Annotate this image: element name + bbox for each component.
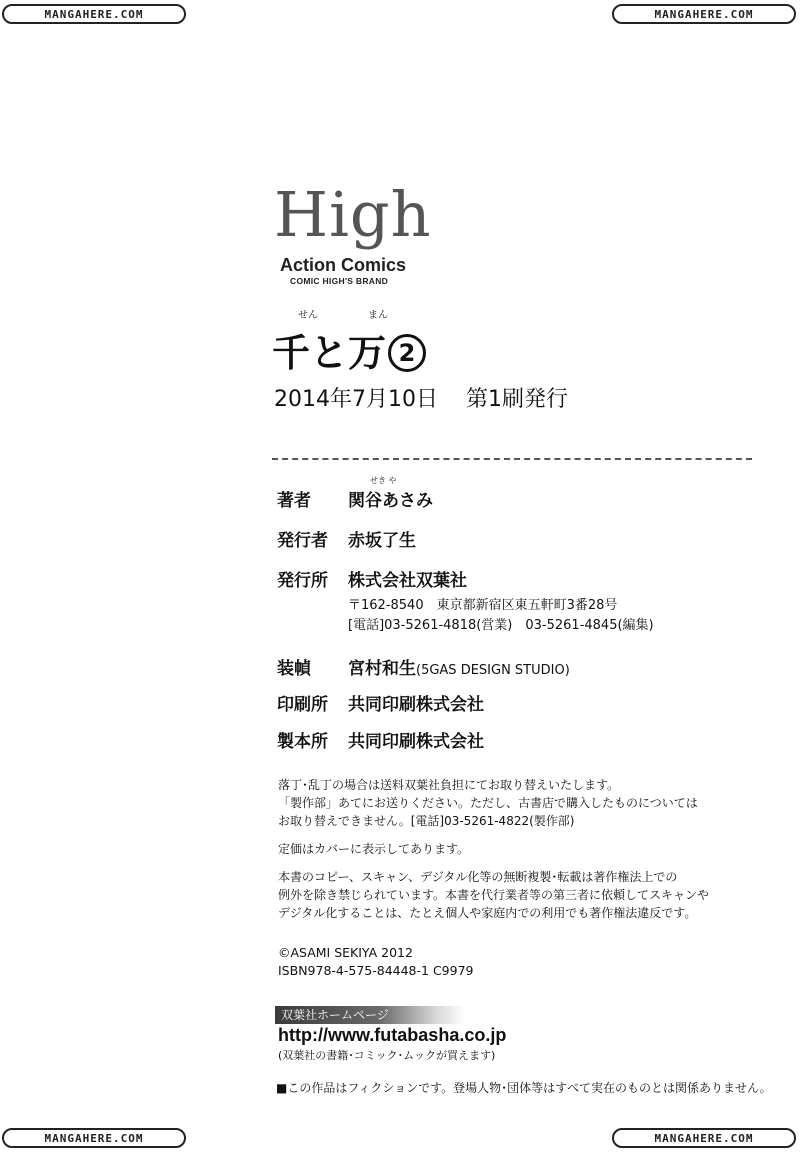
binder-name: 共同印刷株式会社 — [348, 732, 484, 752]
imprint-brand: COMIC HIGH'S BRAND — [290, 276, 389, 286]
publisher-person: 赤坂了生 — [348, 531, 416, 551]
note-line-6: 例外を除き禁じられています。本書を代行業者等の第三者に依頼してスキャンや — [278, 888, 710, 902]
publisher-name: 株式会社双葉社 — [348, 571, 467, 591]
watermark-top-right: MANGAHERE.COM — [612, 4, 796, 24]
printer-label: 印刷所 — [277, 695, 328, 715]
printer-name: 共同印刷株式会社 — [348, 695, 484, 715]
isbn-line: ISBN978-4-575-84448-1 C9979 — [278, 963, 474, 978]
publisher-person-label: 発行者 — [277, 531, 328, 551]
watermark-top-left: MANGAHERE.COM — [2, 4, 186, 24]
binder-label: 製本所 — [277, 732, 328, 752]
imprint-subtitle: Action Comics — [280, 255, 407, 275]
note-line-4: 定価はカバーに表示してあります。 — [278, 842, 470, 856]
note-line-1: 落丁･乱丁の場合は送料双葉社負担にてお取り替えいたします。 — [278, 778, 620, 792]
book-title — [272, 322, 426, 377]
book-title-text: 千と万 — [272, 331, 387, 375]
homepage-note: (双葉社の書籍･コミック･ムックが買えます) — [278, 1049, 496, 1062]
publisher-label: 発行所 — [277, 571, 328, 591]
homepage-url[interactable]: http://www.futabasha.co.jp — [278, 1025, 507, 1045]
publication-date — [274, 382, 568, 413]
note-line-5: 本書のコピー、スキャン、デジタル化等の無断複製･転載は著作権法上での — [278, 870, 678, 884]
note-line-3: お取り替えできません。[電話]03-5261-4822(製作部) — [278, 814, 575, 828]
publish-date: 2014年7月10日 — [274, 387, 438, 412]
watermark-bottom-left: MANGAHERE.COM — [2, 1128, 186, 1148]
watermark-bottom-right: MANGAHERE.COM — [612, 1128, 796, 1148]
designer-name: 宮村和生 — [348, 659, 416, 679]
design-credit — [348, 654, 570, 679]
design-label: 装幀 — [277, 659, 311, 679]
publisher-phone: [電話]03-5261-4818(営業) 03-5261-4845(編集) — [348, 618, 654, 633]
volume-number: 2 — [388, 334, 426, 372]
note-line-7: デジタル化することは、たとえ個人や家庭内での利用でも著作権法違反です。 — [278, 906, 697, 920]
title-ruby-man: まん — [368, 310, 388, 321]
title-ruby-sen: せん — [298, 310, 318, 321]
copyright-line: ©ASAMI SEKIYA 2012 — [278, 945, 413, 960]
note-line-2: 「製作部」あてにお送りください。ただし、古書店で購入したものについては — [278, 796, 698, 810]
homepage-banner: 双葉社ホームページ — [275, 1006, 465, 1024]
printing-edition: 第1刷発行 — [465, 387, 568, 412]
publisher-address: 〒162-8540 東京都新宿区東五軒町3番28号 — [348, 598, 618, 613]
fiction-notice: ■この作品はフィクションです。登場人物･団体等はすべて実在のものとは関係ありません。 — [276, 1081, 772, 1095]
design-studio: (5GAS DESIGN STUDIO) — [416, 663, 570, 678]
author-ruby: せき や — [370, 476, 397, 485]
divider — [272, 458, 752, 460]
author-name: 関谷あさみ — [348, 491, 433, 511]
author-label: 著者 — [277, 491, 311, 511]
imprint-logo: High — [274, 178, 432, 251]
